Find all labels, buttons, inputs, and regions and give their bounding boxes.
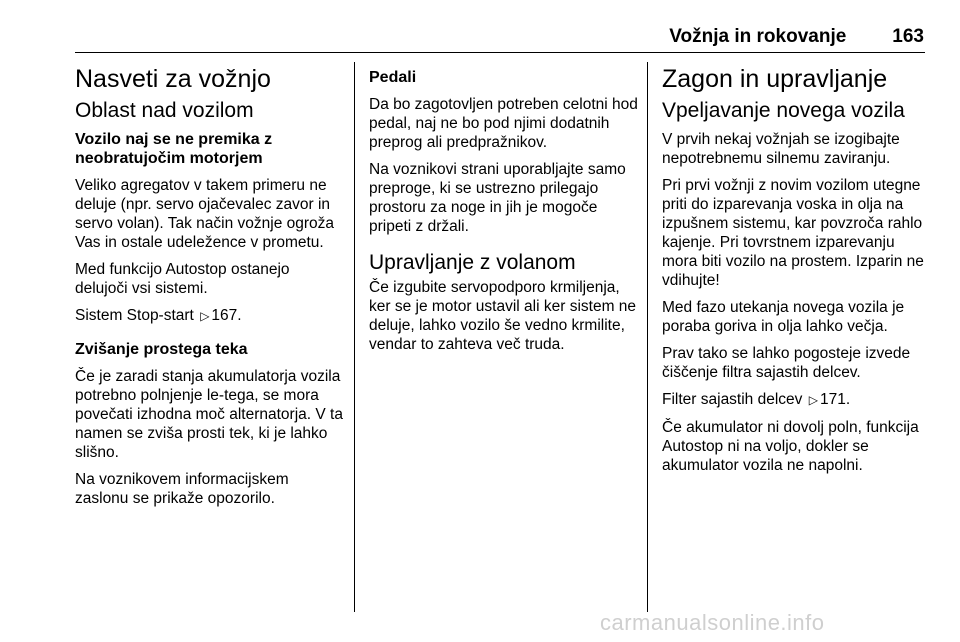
- page-reference-link[interactable]: 171.: [819, 391, 851, 408]
- page-number: 163: [892, 26, 924, 47]
- column-divider: [647, 62, 648, 612]
- subheading-vehicle-control: Oblast nad vozilom: [75, 99, 254, 122]
- column-1: [75, 62, 345, 516]
- header-rule: [75, 52, 925, 53]
- heading-pedals: Pedali: [369, 69, 417, 86]
- paragraph: Če je zaradi stanja akumulatorja vozila potrebno polnjenje le-tega, se mora povečati izhodna moč alternatorja. V ta namen se zviša prosti tek, ki je lahko slišno.: [75, 368, 343, 461]
- paragraph: Če izgubite servopodporo krmiljenja, ker se je motor ustavil ali ker sistem ne deluje, lahko vozilo še vedno krmilite, vendar to zahteva več truda.: [369, 279, 637, 353]
- paragraph: Da bo zagotovljen potreben celotni hod pedal, naj ne bo pod njimi dodatnih preprog ali predpražnikov.: [369, 96, 638, 151]
- paragraph-filter-ref: Filter sajastih delcev ▷ 171.: [662, 391, 851, 408]
- cross-reference-arrow-icon: ▷: [808, 393, 818, 407]
- watermark: carmanualsonline.info: [600, 610, 825, 635]
- paragraph: Na voznikovi strani uporabljajte samo preproge, ki se ustrezno prilegajo prostoru za noge in jih je mogoče pripeti z držali.: [369, 161, 626, 235]
- column-divider: [354, 62, 355, 612]
- page-reference-link[interactable]: 167.: [211, 307, 242, 324]
- running-title: Vožnja in rokovanje: [669, 26, 847, 47]
- subheading-running-in: Vpeljavanje novega vozila: [662, 99, 905, 122]
- paragraph: V prvih nekaj vožnjah se izogibajte nepotrebnemu silnemu zaviranju.: [662, 131, 900, 167]
- column-2: [369, 62, 639, 362]
- page-header: [669, 26, 924, 48]
- column-3: [662, 62, 932, 483]
- paragraph: Veliko agregatov v takem primeru ne deluje (npr. servo ojačevalec zavor in servo volan). Tak način vožnje ogroža Vas in ostale udeležence v prometu.: [75, 177, 335, 251]
- section-heading-steering: Upravljanje z volanom: [369, 251, 576, 274]
- heading-idle-speed: Zvišanje prostega teka: [75, 341, 248, 358]
- paragraph: Če akumulator ni dovolj poln, funkcija Autostop ni na voljo, dokler se akumulator vozila ne napolni.: [662, 419, 919, 474]
- paragraph: Pri prvi vožnji z novim vozilom utegne priti do izparevanja voska in olja na izpušnem sistemu, kar povzroča rahlo kajenje. Pri tovrstnem izparevanju mora biti vozilo na prostem. Izparin ne vdihujte!: [662, 177, 924, 289]
- paragraph: Na voznikovem informacijskem zaslonu se prikaže opozorilo.: [75, 471, 289, 507]
- cross-reference-arrow-icon: ▷: [200, 309, 210, 323]
- section-heading-starting: Zagon in upravljanje: [662, 65, 888, 93]
- heading-no-coasting: Vozilo naj se ne premika z neobratujočim motorjem: [75, 131, 273, 167]
- paragraph: Prav tako se lahko pogosteje izvede čiščenje filtra sajastih delcev.: [662, 345, 911, 381]
- section-heading-driving-tips: Nasveti za vožnjo: [75, 65, 271, 93]
- paragraph: Med fazo utekanja novega vozila je poraba goriva in olja lahko večja.: [662, 299, 905, 335]
- paragraph-stop-start-ref: Sistem Stop-start ▷ 167.: [75, 307, 242, 324]
- paragraph: Med funkcijo Autostop ostanejo delujoči vsi sistemi.: [75, 261, 290, 297]
